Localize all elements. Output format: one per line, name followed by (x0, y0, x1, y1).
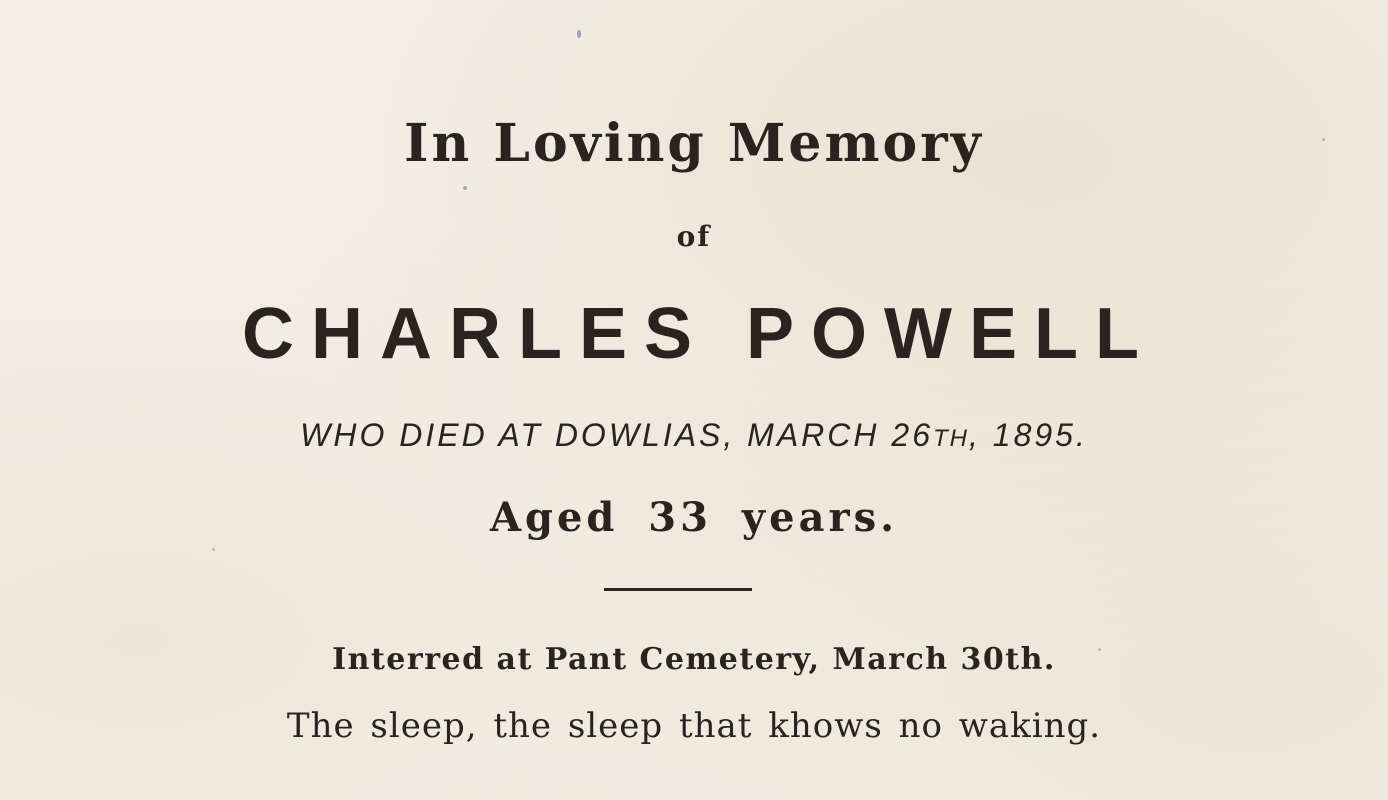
interment-details: Interred at Pant Cemetery, March 30th. (332, 642, 1056, 677)
death-year: , 1895. (968, 417, 1088, 453)
death-details (0, 415, 1388, 459)
paper-speck (463, 186, 467, 190)
memorial-heading: In Loving Memory (404, 113, 984, 174)
memorial-verse: The sleep, the sleep that khows no waking. (286, 706, 1102, 746)
of-text: of (676, 220, 712, 253)
date-ordinal-suffix: TH (932, 425, 969, 452)
deceased-name: CHARLES POWELL (242, 294, 1156, 374)
paper-speck (212, 548, 215, 551)
divider-rule (604, 588, 752, 591)
age-text: Aged 33 years. (489, 494, 899, 541)
death-place-date: WHO DIED AT DOWLIAS, MARCH 26 (300, 417, 933, 453)
paper-speck (577, 30, 581, 38)
